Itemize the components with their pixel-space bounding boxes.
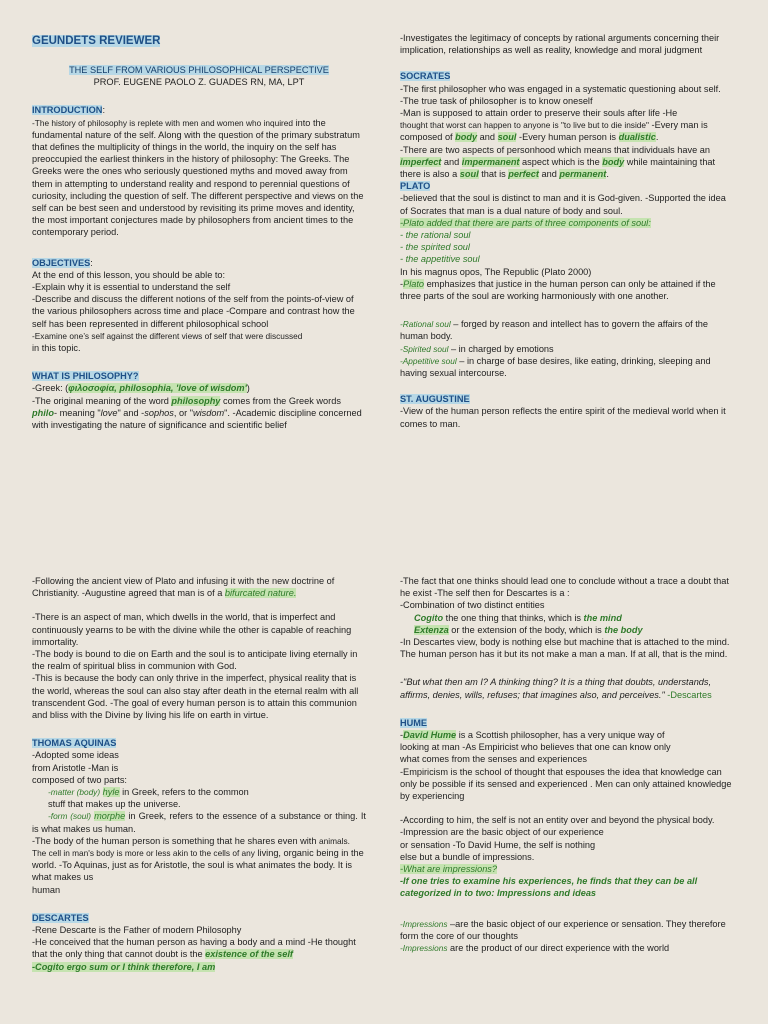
socrates-line-4: thought that worst can happen to anyone is "to live but to die inside" -Every man is composed of body and soul -Every human person is dualistic.: [400, 120, 708, 143]
objectives-line-4: -Examine one’s self against the different views of self that were discussed: [32, 330, 303, 341]
descartes-line-5: -Combination of two distinct entities: [400, 600, 545, 611]
hume-question: -What are impressions?: [400, 864, 498, 875]
hume-categories: -If one tries to examine his experiences, he finds that they can be all categorized in to two: Impressions and ideas: [400, 876, 698, 899]
objectives-line-5: in this topic.: [32, 343, 81, 354]
objectives-line-1: At the end of this lesson, you should be able to:: [32, 269, 226, 280]
philosophy-greek: -Greek: (φιλοσοφία, philosophia, 'love of wisdom'): [32, 383, 250, 394]
socrates-line-2: -The true task of philosopher is to know oneself: [400, 95, 593, 106]
descartes-line-2: -He conceived that the human person as having a body and a mind -He thought that the only thing that cannot doubt is the existence of the self: [32, 937, 356, 960]
spirited-soul-def: -Spirited soul – in charged by emotions: [400, 343, 554, 354]
aquinas-line-1: -Adopted some ideas: [32, 750, 119, 761]
descartes-line-3: -Cogito ergo sum or I think therefore, I am: [32, 961, 216, 972]
intro-heading: INTRODUCTION:: [32, 105, 105, 116]
augustine-line-4: -The body is bound to die on Earth and the soul is to anticipate living eternally in the realm of spiritual bliss in communion with God.: [32, 649, 358, 672]
socrates-heading: SOCRATES: [400, 71, 451, 82]
socrates-line-3: -Man is supposed to attain order to preserve their souls after life -He: [400, 108, 678, 119]
hume-line-6: -Impression are the basic object of our experience: [400, 827, 604, 838]
doc-title: GEUNDETS REVIEWER: [32, 35, 161, 47]
impressions-def-2: -Impressions are the product of our direct experience with the world: [400, 943, 670, 954]
aquinas-matter-cont: stuff that makes up the universe.: [48, 799, 181, 810]
hume-heading: HUME: [400, 717, 428, 728]
doc-author: PROF. EUGENE PAOLO Z. GUADES RN, MA, LPT: [93, 77, 305, 88]
hume-line-7: or sensation -To David Hume, the self is nothing: [400, 839, 596, 850]
plato-line-2: -Plato added that there are parts of three components of soul:: [400, 217, 651, 228]
column-left-top: [32, 34, 366, 431]
plato-soul-rational: - the rational soul: [400, 230, 471, 241]
column-right-top: [400, 32, 736, 430]
plato-soul-appetitive: - the appetitive soul: [400, 254, 480, 265]
aquinas-body: -The body of the human person is something that he shares even with animals. The cell in man's body is more or less akin to the cells of any living, organic being in the world. -To Aquinas, just as for Aristotle, the soul is what animates the body. It is what makes us: [32, 835, 364, 883]
philosophy-continued: -Investigates the legitimacy of concepts by rational arguments concerning their implication, relationships as well as reality, knowledge and moral judgment: [400, 33, 720, 56]
aquinas-heading: THOMAS AQUINAS: [32, 738, 117, 749]
socrates-line-1: -The first philosopher who was engaged in a systematic questioning about self.: [400, 83, 721, 94]
augustine-line-1: -View of the human person reflects the entire spirit of the medieval world when it comes to man.: [400, 406, 726, 429]
descartes-line-6: -In Descartes view, body is nothing else but machine that is attached to the mind. The human person has it but its not make a man a man. If at all, that is the mind.: [400, 637, 730, 660]
column-left-bottom: [32, 575, 366, 973]
augustine-line-3: -There is an aspect of man, which dwells in the world, that is imperfect and continuously yearns to be with the divine while the other is capable of reaching immortality.: [32, 612, 352, 647]
plato-heading: PLATO: [400, 181, 431, 192]
aquinas-line-2: from Aristotle -Man is: [32, 762, 119, 773]
descartes-line-1: -Rene Descarte is the Father of modern Philosophy: [32, 925, 242, 936]
aquinas-matter: -matter (body) hyle in Greek, refers to the common: [48, 787, 249, 798]
intro-body: -The history of philosophy is replete with men and women who inquired into the fundamental nature of the self. Along with the question of the primary substratum that defines the multiplicity of things in the world, the inquiry on the self has preoccupied the earliest thinkers in the history of philosophy: The Greeks. The Greeks were the ones who seriously questioned myths and moved away from them in attempting to understand reality and respond to perennial questions of curiosity, including the question of self. The different perspective and views on the self can be best seen and understood by revisiting its prime moves and identity, the most important conjectures made by philosophers from ancient times to the contemporary period.: [32, 117, 364, 238]
descartes-extenza: Extenza or the extension of the body, which is the body: [414, 624, 643, 635]
hume-line-1: -David Hume is a Scottish philosopher, has a very unique way of: [400, 730, 665, 741]
descartes-line-4: -The fact that one thinks should lead one to conclude without a trace a doubt that he exist -The self then for Descartes is a :: [400, 576, 729, 599]
aquinas-form: -form (soul) morphe in Greek, refers to the essence of a substance or thing. It is what makes us human.: [32, 811, 366, 834]
descartes-cogito: Cogito the one thing that thinks, which is the mind: [414, 612, 622, 623]
descartes-quote: -"But what then am I? A thinking thing? It is a thing that doubts, understands, affirms, denies, wills, refuses; that imagines also, and perceives." -Descartes: [400, 677, 712, 700]
hume-line-3: what comes from the senses and experiences: [400, 754, 587, 765]
doc-subtitle: THE SELF FROM VARIOUS PHILOSOPHICAL PERSPECTIVE: [69, 65, 329, 75]
descartes-heading: DESCARTES: [32, 912, 89, 923]
augustine-line-2: -Following the ancient view of Plato and infusing it with the new doctrine of Christianity. -Augustine agreed that man is of a bifurcated nature.: [32, 576, 335, 599]
augustine-heading: ST. AUGUSTINE: [400, 394, 470, 405]
augustine-line-5: -This is because the body can only thrive in the imperfect, physical reality that is the world, whereas the soul can also stay after death in the eternal realm with all transcendent God. -The goal of every human person is to attain this communion and bliss with the Divine by living his life on earth in virtue.: [32, 673, 359, 721]
rational-soul-def: -Rational soul – forged by reason and intellect has to govern the affairs of the human body.: [400, 319, 708, 342]
plato-line-1: -believed that the soul is distinct to man and it is God-given. -Supported the idea of Socrates that man is a dual nature of body and soul.: [400, 193, 726, 216]
appetitive-soul-def: -Appetitive soul – in charge of base desires, like eating, drinking, sleeping and having sexual intercourse.: [400, 355, 711, 379]
objectives-heading: OBJECTIVES:: [32, 257, 93, 268]
objectives-line-2: -Explain why it is essential to understand the self: [32, 282, 231, 293]
plato-republic: In his magnus opos, The Republic (Plato 2000): [400, 266, 592, 277]
objectives-line-3: -Describe and discuss the different notions of the self from the points-of-view of the various philosophers across time and place -Compare and contrast how the self has been represented in different philosophical school: [32, 294, 355, 329]
hume-line-4: -Empiricism is the school of thought that espouses the idea that knowledge can only be possible if its sensed and experienced . Men can only attained knowledge by experiencing: [400, 766, 732, 802]
philosophy-heading: WHAT IS PHILOSOPHY?: [32, 371, 139, 382]
plato-soul-spirited: - the spirited soul: [400, 242, 470, 253]
impressions-def-1: -Impressions –are the basic object of our experience or sensation. They therefore form the core of our thoughts: [400, 918, 726, 941]
hume-line-5: -According to him, the self is not an entity over and beyond the physical body.: [400, 815, 715, 826]
column-right-bottom: [400, 575, 736, 954]
aquinas-human: human: [32, 884, 61, 895]
hume-line-8: else but a bundle of impressions.: [400, 851, 535, 862]
socrates-line-5: -There are two aspects of personhood which means that individuals have an imperfect and impermanent aspect which is the body while maintaining that there is also a soul that is perfect and permanent.: [400, 144, 716, 180]
aquinas-line-3: composed of two parts:: [32, 774, 127, 785]
hume-line-2: looking at man -As Empiricist who believes that one can know only: [400, 742, 671, 753]
philosophy-origin: -The original meaning of the word philosophy comes from the Greek words philo- meaning "love" and -sophos, or "wisdom". -Academic discipline concerned with investigating the nature of significance and scientific belief: [32, 395, 362, 431]
plato-justice: -Plato emphasizes that justice in the human person can only be attained if the three parts of the soul are working harmoniously with one another.: [400, 278, 716, 302]
